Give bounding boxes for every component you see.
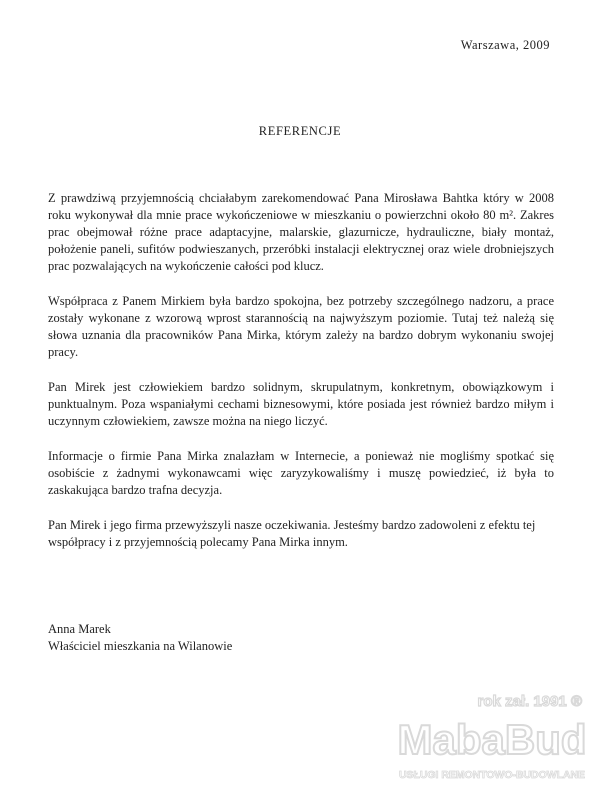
logo-since-text: rok zał. 1991 ® bbox=[477, 693, 582, 710]
paragraph-2: Współpraca z Panem Mirkiem była bardzo spokojna, bez potrzeby szczególnego nadzoru, a prace zostały wykonane z wzorową wprost starannością na najwyższym poziomie. Tutaj też należą się słowa uznania dla pracowników Pana Mirka, którym zależy na bardzo dobrym wykonaniu swojej pracy. bbox=[48, 294, 554, 359]
document-title: REFERENCJE bbox=[258, 124, 342, 138]
paragraph-1: Z prawdziwą przyjemnością chciałabym zarekomendować Pana Mirosława Bahtka który w 2008 roku wykonywał dla mnie prace wykończeniowe w mieszkaniu o powierzchni około 80 m². Zakres prac obejmował różne prace adaptacyjne, malarskie, glazurnicze, hydrauliczne, biały montaż, położenie paneli, sufitów podwieszanych, przeróbki instalacji elektrycznej oraz wiele drobniejszych prac pozwalających na wykończenie całości pod klucz. bbox=[48, 191, 554, 273]
signature-block bbox=[48, 621, 232, 655]
signer-role: Właściciel mieszkania na Wilanowie bbox=[48, 639, 233, 653]
logo-graphic bbox=[392, 684, 592, 792]
paragraph-4: Informacje o firmie Pana Mirka znalazłam w Internecie, a ponieważ nie mogliśmy spotkać się osobiście z żadnymi wykonawcami więc zaryzykowaliśmy i muszę powiedzieć, iż była to zaskakująca bardzo trafna decyzja. bbox=[48, 449, 554, 497]
mababud-logo bbox=[392, 684, 592, 792]
signer-name: Anna Marek bbox=[48, 622, 111, 636]
logo-tagline-text: USŁUGI REMONTOWO-BUDOWLANE bbox=[399, 769, 585, 781]
place-date: Warszawa, 2009 bbox=[460, 38, 550, 52]
paragraph-3: Pan Mirek jest człowiekiem bardzo solidnym, skrupulatnym, konkretnym, obowiązkowym i punktualnym. Poza wspaniałymi cechami biznesowymi, które posiada jest również bardzo miłym i uczynnym człowiekiem, zawsze można na niego liczyć. bbox=[48, 380, 554, 428]
letter-body bbox=[48, 190, 554, 569]
paragraph-5: Pan Mirek i jego firma przewyższyli nasze oczekiwania. Jesteśmy bardzo zadowoleni z efektu tej współpracy i z przyjemnością polecamy Pana Mirka innym. bbox=[48, 518, 536, 549]
logo-brand-text: MabaBud bbox=[397, 716, 587, 763]
